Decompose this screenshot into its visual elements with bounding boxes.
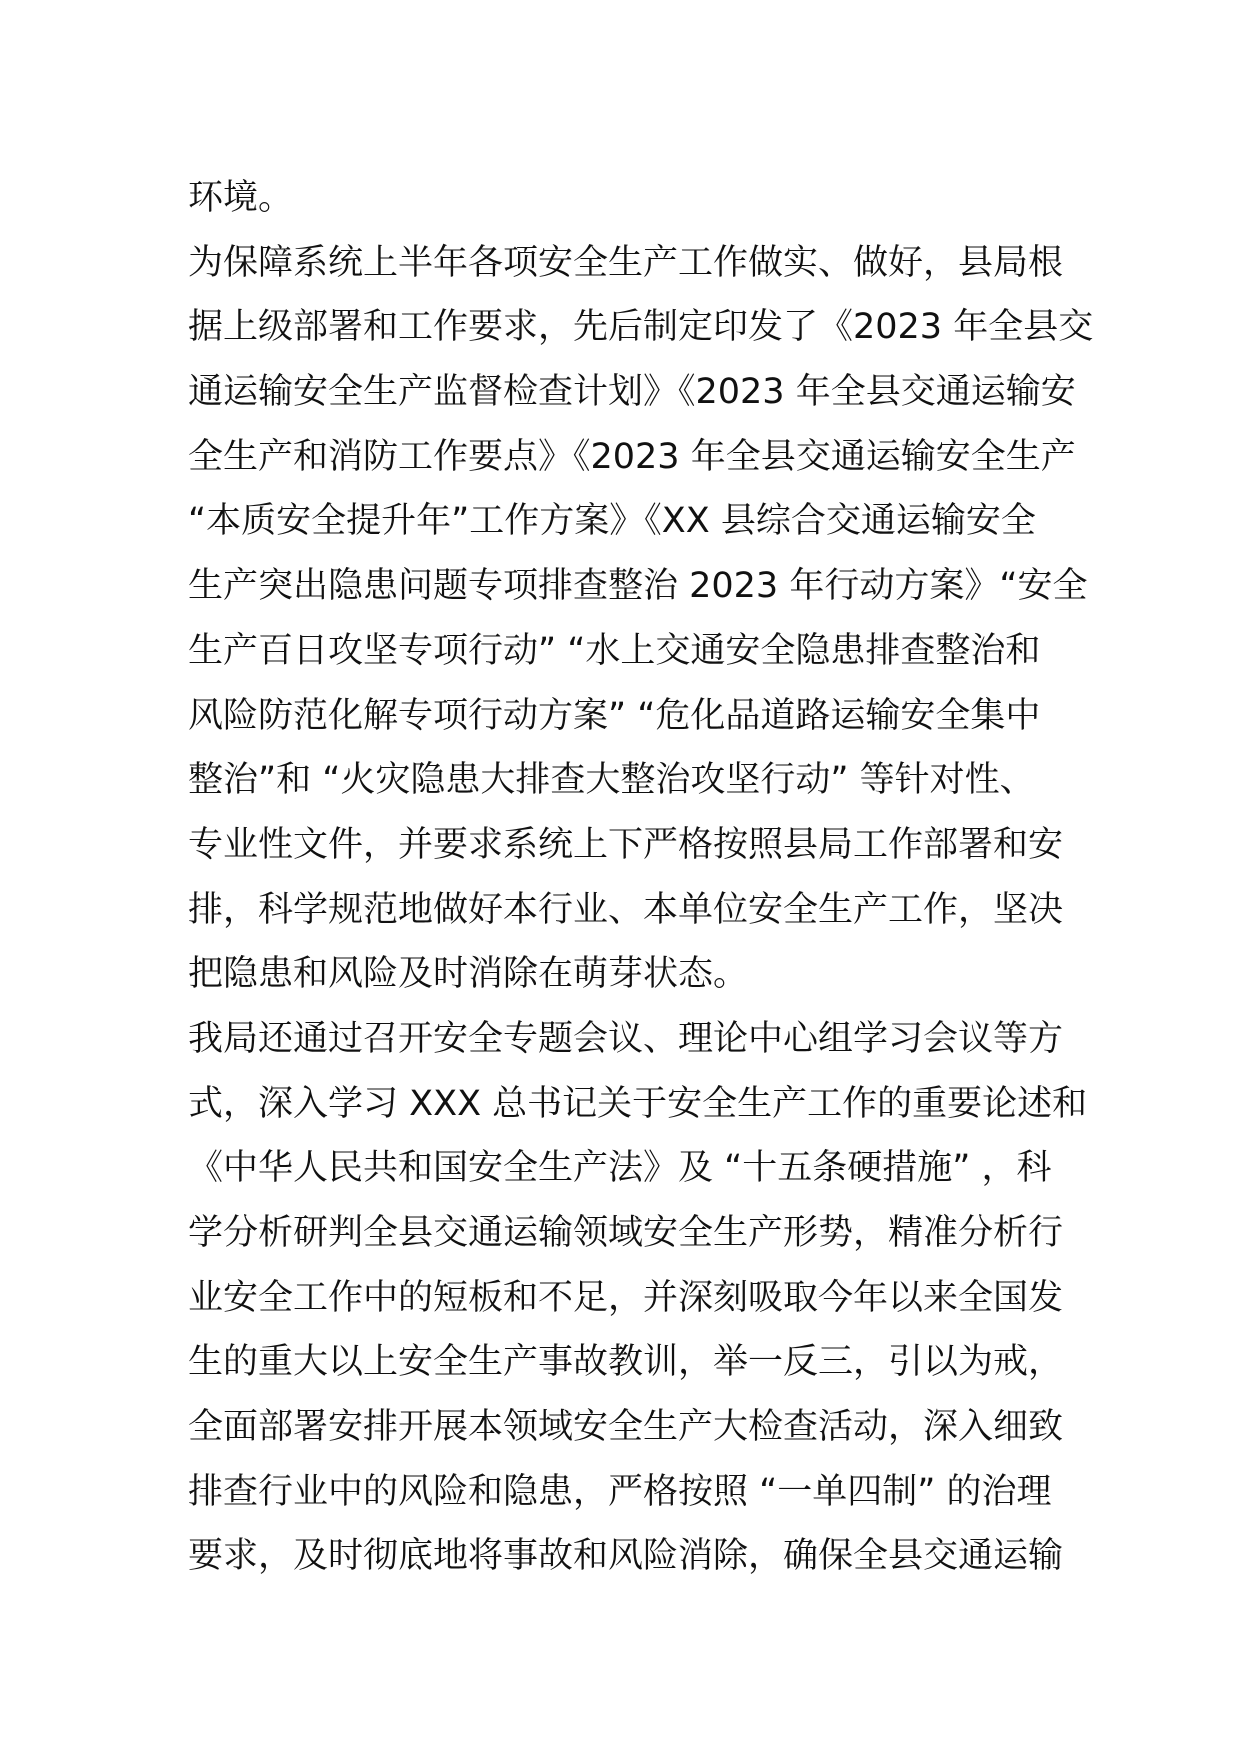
text-line: 生产突出隐患问题专项排查整治 2023 年行动方案》“安全 bbox=[188, 566, 1088, 607]
text-line: 把隐患和风险及时消除在萌芽状态。 bbox=[188, 954, 749, 995]
text-line: 排查行业中的风险和隐患，严格按照 “一单四制” 的治理 bbox=[188, 1471, 1052, 1512]
text-line: 全面部署安排开展本领域安全生产大检查活动，深入细致 bbox=[188, 1407, 1064, 1448]
text-line: 式，深入学习 XXX 总书记关于安全生产工作的重要论述和 bbox=[188, 1083, 1088, 1124]
text-line: 为保障系统上半年各项安全生产工作做实、做好，县局根 bbox=[188, 242, 1064, 283]
text-line: 专业性文件，并要求系统上下严格按照县局工作部署和安 bbox=[188, 824, 1064, 865]
text-line: “本质安全提升年”工作方案》《XX 县综合交通运输安全 bbox=[188, 501, 1036, 542]
text-line: 《中华人民共和国安全生产法》及 “十五条硬措施” ，科 bbox=[188, 1148, 1052, 1189]
text-line: 整治”和 “火灾隐患大排查大整治攻坚行动” 等针对性、 bbox=[188, 760, 1035, 801]
text-line: 学分析研判全县交通运输领域安全生产形势，精准分析行 bbox=[188, 1213, 1064, 1253]
text-line: 业安全工作中的短板和不足，并深刻吸取今年以来全国发 bbox=[188, 1277, 1064, 1318]
text-line: 生的重大以上安全生产事故教训，举一反三，引以为戒， bbox=[188, 1342, 1064, 1383]
text-line: 风险防范化解专项行动方案” “危化品道路运输安全集中 bbox=[188, 695, 1041, 736]
text-line: 我局还通过召开安全专题会议、理论中心组学习会议等方 bbox=[188, 1018, 1064, 1059]
text-line: 通运输安全生产监督检查计划》《2023 年全县交通运输安 bbox=[188, 372, 1076, 413]
text-line: 环境。 bbox=[188, 178, 294, 218]
text-line: 要求，及时彻底地将事故和风险消除，确保全县交通运输 bbox=[188, 1536, 1064, 1577]
document-body bbox=[188, 166, 1094, 1589]
text-line: 据上级部署和工作要求，先后制定印发了《2023 年全县交 bbox=[188, 307, 1094, 348]
text-line: 全生产和消防工作要点》《2023 年全县交通运输安全生产 bbox=[188, 436, 1076, 477]
text-line: 生产百日攻坚专项行动” “水上交通安全隐患排查整治和 bbox=[188, 630, 1041, 671]
text-line: 排，科学规范地做好本行业、本单位安全生产工作，坚决 bbox=[188, 889, 1064, 930]
